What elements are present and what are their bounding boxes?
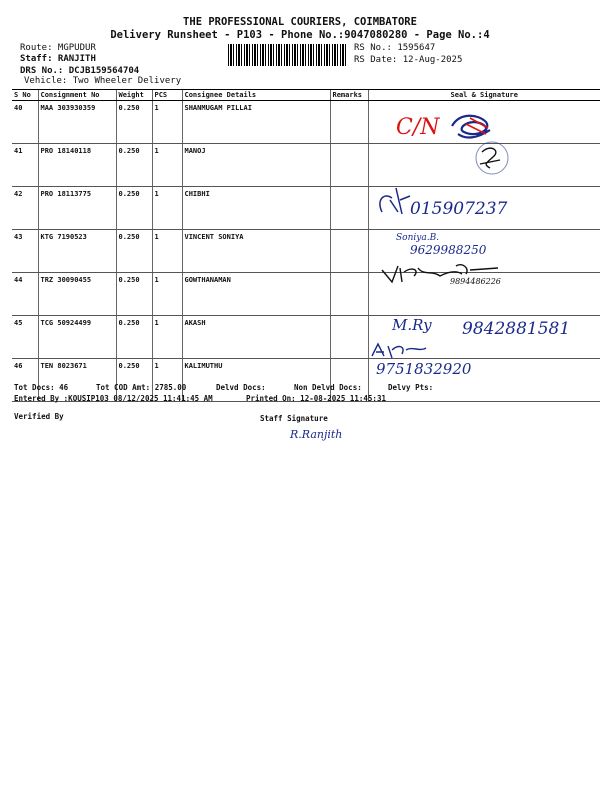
column-header: S No xyxy=(12,90,38,101)
drs-number: DRS No.: DCJB159564704 xyxy=(20,66,140,76)
row-pcs: 1 xyxy=(152,230,182,273)
row-consignment: TCG 50924499 xyxy=(38,316,116,359)
row-weight: 0.250 xyxy=(116,101,152,144)
row-consignment: PRO 18113775 xyxy=(38,187,116,230)
column-header: Consignee Details xyxy=(182,90,330,101)
row-sno: 45 xyxy=(12,316,38,359)
row-pcs: 1 xyxy=(152,316,182,359)
document-title: THE PROFESSIONAL COURIERS, COIMBATORE xyxy=(183,16,417,28)
handwritten-name-43: Soniya.B. xyxy=(396,233,440,243)
row-consignee: SHANMUGAM PILLAI xyxy=(182,101,330,144)
row-sno: 42 xyxy=(12,187,38,230)
handwritten-phone-42: 015907237 xyxy=(410,199,508,219)
row-weight: 0.250 xyxy=(116,187,152,230)
handwritten-phone-44: 9894486226 xyxy=(450,277,501,286)
row-sno: 46 xyxy=(12,359,38,402)
row-pcs: 1 xyxy=(152,359,182,402)
row-weight: 0.250 xyxy=(116,273,152,316)
vehicle-label: Vehicle: Two Wheeler Delivery xyxy=(24,76,182,86)
row-pcs: 1 xyxy=(152,187,182,230)
handwritten-phone-46: 9751832920 xyxy=(376,360,472,378)
total-docs: Tot Docs: 46 xyxy=(14,383,69,392)
document-subtitle: Delivery Runsheet - P103 - Phone No.:9047080280 - Page No.:4 xyxy=(110,29,490,41)
row-consignment: MAA 303930359 xyxy=(38,101,116,144)
row-consignee: CHIBHI xyxy=(182,187,330,230)
row-weight: 0.250 xyxy=(116,144,152,187)
column-header: Weight xyxy=(116,90,152,101)
row-sno: 41 xyxy=(12,144,38,187)
row-sno: 40 xyxy=(12,101,38,144)
handwritten-phone-43: 9629988250 xyxy=(410,243,487,257)
verified-by-label: Verified By xyxy=(14,412,64,421)
staff-signature-ink: R.Ranjith xyxy=(290,428,343,441)
row-weight: 0.250 xyxy=(116,230,152,273)
rs-date: RS Date: 12-Aug-2025 xyxy=(354,55,463,65)
row-consignment: TRZ 30090455 xyxy=(38,273,116,316)
row-consignee: VINCENT SONIYA xyxy=(182,230,330,273)
row-sno: 43 xyxy=(12,230,38,273)
handwritten-name-45: M.Ry xyxy=(392,316,432,334)
row-pcs: 1 xyxy=(152,101,182,144)
row-pcs: 1 xyxy=(152,144,182,187)
handwritten-cn: C/N xyxy=(396,115,440,140)
column-header: Consignment No xyxy=(38,90,116,101)
printed-on: Printed On: 12-08-2025 11:45:31 xyxy=(246,394,386,403)
row-consignee: AKASH xyxy=(182,316,330,359)
entered-by: Entered By :KOUSIP103 08/12/2025 11:41:45 AM xyxy=(14,394,213,403)
column-header: Seal & Signature xyxy=(368,90,600,101)
seal-stamp-icon xyxy=(476,142,508,174)
handwritten-phone-45: 9842881581 xyxy=(462,319,571,339)
row-consignee: KALIMUTHU xyxy=(182,359,330,402)
delivery-points: Delvy Pts: xyxy=(388,383,434,392)
rs-number: RS No.: 1595647 xyxy=(354,43,436,53)
row-consignee: MANOJ xyxy=(182,144,330,187)
row-pcs: 1 xyxy=(152,273,182,316)
ink-scribble xyxy=(452,116,490,138)
row-consignment: PRO 18140118 xyxy=(38,144,116,187)
column-header: PCS xyxy=(152,90,182,101)
column-header: Remarks xyxy=(330,90,368,101)
staff-signature-label: Staff Signature xyxy=(260,414,328,423)
signature-mark xyxy=(380,188,410,214)
row-consignment: TEN 8023671 xyxy=(38,359,116,402)
delivered-docs: Delvd Docs: xyxy=(216,383,266,392)
row-consignee: GOWTHANAMAN xyxy=(182,273,330,316)
row-sno: 44 xyxy=(12,273,38,316)
total-cod-amount: Tot COD Amt: 2785.00 xyxy=(96,383,187,392)
route-label: Route: MGPUDUR xyxy=(20,43,96,53)
row-weight: 0.250 xyxy=(116,316,152,359)
staff-label: Staff: RANJITH xyxy=(20,54,96,64)
row-weight: 0.250 xyxy=(116,359,152,402)
non-delivered-docs: Non Delvd Docs: xyxy=(294,383,362,392)
row-consignment: KTG 7190523 xyxy=(38,230,116,273)
signature-mark xyxy=(372,344,426,358)
